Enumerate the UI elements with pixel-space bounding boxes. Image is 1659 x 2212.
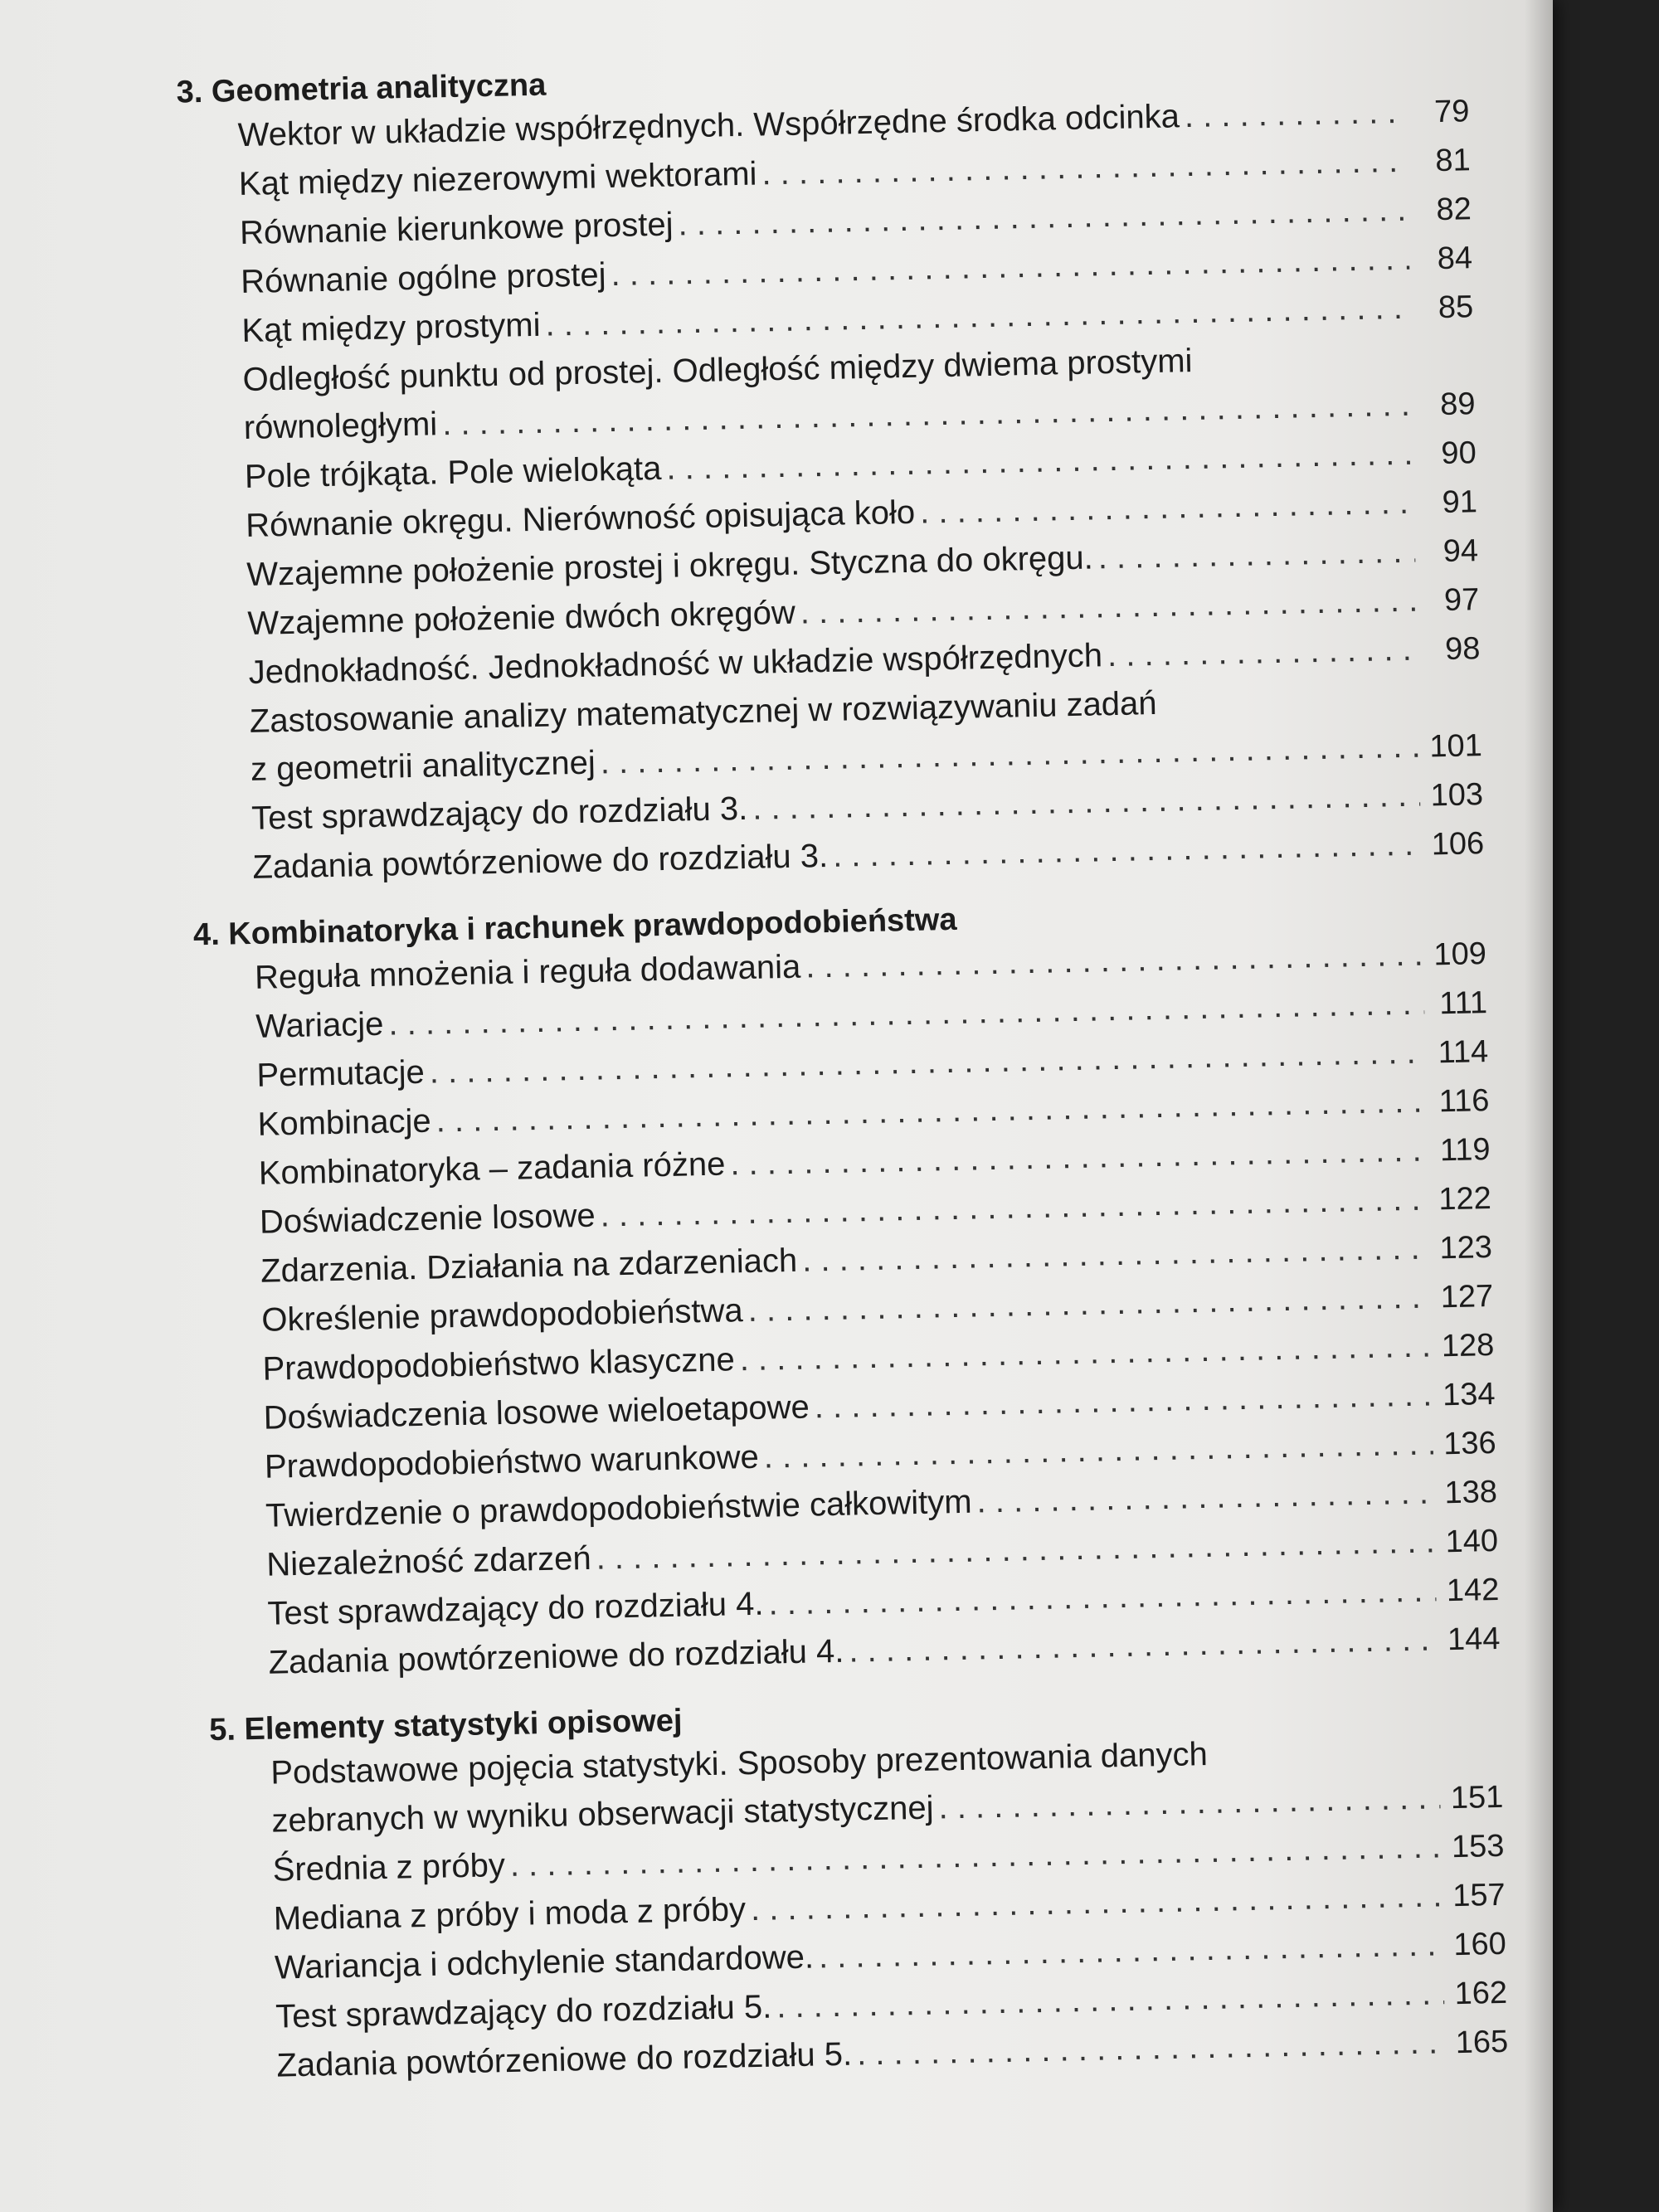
section-heading: 4. Kombinatoryka i rachunek prawdopodobieństwa (192, 902, 957, 953)
entry-title: Test sprawdzający do rozdziału 4. (267, 1585, 764, 1632)
page-number: 91 (1442, 484, 1478, 521)
entry-title: Niezależność zdarzeń (265, 1539, 592, 1583)
entry-title: Wzajemne położenie prostej i okręgu. Styczna do okręgu. (246, 539, 1094, 593)
dot-leader (920, 479, 1415, 537)
page-number: 116 (1438, 1083, 1490, 1120)
entry-title: Prawdopodobieństwo klasyczne (262, 1341, 736, 1388)
dot-leader (1107, 625, 1418, 679)
page-number: 165 (1455, 2024, 1509, 2061)
entry-title: Permutacje (256, 1053, 426, 1094)
table-of-contents (158, 38, 1525, 2093)
page-number: 119 (1439, 1132, 1491, 1169)
page-number: 138 (1444, 1474, 1498, 1511)
page-number: 134 (1442, 1376, 1496, 1413)
page-number: 109 (1433, 936, 1487, 973)
page-number: 97 (1443, 582, 1480, 618)
page-number: 111 (1438, 985, 1488, 1022)
dot-leader (1097, 527, 1416, 582)
entry-title-line1: Podstawowe pojęcia statystyki. Sposoby prezentowania danych (270, 1736, 1209, 1791)
entry-title: Określenie prawdopodobieństwa (260, 1292, 744, 1339)
page-number: 162 (1454, 1975, 1508, 2012)
entry-title: Zdarzenia. Działania na zdarzeniach (260, 1242, 798, 1290)
entry-title: Zadania powtórzeniowe do rozdziału 4. (268, 1632, 844, 1681)
entry-title: Wariancja i odchylenie standardowe. (274, 1938, 815, 1986)
dot-leader (1184, 88, 1407, 140)
entry-title-line1: Zastosowanie analizy matematycznej w rozwiązywaniu zadań (249, 684, 1157, 740)
page-number: 101 (1428, 728, 1483, 765)
toc-section (175, 889, 1517, 1689)
entry-title: równoległymi (243, 406, 438, 447)
entry-title: Kombinacje (257, 1102, 432, 1143)
entry-title: Średnia z próby (272, 1847, 506, 1889)
entry-title: Równanie ogólne prostej (240, 256, 606, 301)
page-number: 98 (1444, 631, 1481, 667)
entry-title: Kombinatoryka – zadania różne (258, 1145, 726, 1192)
entry-title: Wariacje (255, 1005, 384, 1045)
entry-title: zebranych w wyniku obserwacji statystycznej (271, 1789, 934, 1840)
dot-leader (976, 1468, 1435, 1525)
section-heading: 5. Elementy statystyki opisowej (208, 1703, 683, 1748)
dot-leader (938, 1773, 1441, 1831)
page-number: 151 (1450, 1779, 1504, 1816)
page-number: 140 (1445, 1523, 1499, 1560)
entry-title: Reguła mnożenia i reguła dodawania (254, 948, 801, 996)
entry-title: Doświadczenie losowe (259, 1197, 596, 1241)
page-number: 103 (1430, 777, 1484, 814)
entry-title-line1: Odległość punktu od prostej. Odległość między dwiema prostymi (242, 343, 1193, 399)
page-number: 128 (1441, 1327, 1495, 1364)
entry-title: Równanie okręgu. Nierówność opisująca koło (245, 493, 916, 544)
entry-title: Mediana z próby i moda z próby (273, 1891, 747, 1937)
entry-title: Pole trójkąta. Pole wielokąta (244, 450, 662, 495)
page-number: 94 (1443, 533, 1479, 570)
page-number: 90 (1441, 435, 1477, 472)
page-edge-shadow (1525, 0, 1553, 2212)
entry-title: Zadania powtórzeniowe do rozdziału 3. (252, 837, 829, 886)
section-heading: 3. Geometria analityczna (176, 67, 547, 110)
page-number: 114 (1438, 1034, 1489, 1071)
entry-title: Kąt między prostymi (241, 306, 541, 350)
page-number: 142 (1446, 1572, 1500, 1609)
page-number: 160 (1452, 1926, 1507, 1963)
toc-section (191, 1684, 1525, 2092)
page-number: 82 (1436, 192, 1472, 228)
page-number: 81 (1434, 143, 1472, 179)
entry-title: Wektor w układzie współrzędnych. Współrzędne środka odcinka (237, 98, 1180, 154)
entry-title: Test sprawdzający do rozdziału 5. (275, 1988, 772, 2035)
page-number: 153 (1451, 1828, 1505, 1865)
page-number: 136 (1443, 1425, 1497, 1462)
entry-title: Kąt między niezerowymi wektorami (238, 155, 757, 203)
toc-section (158, 46, 1501, 894)
entry-title: z geometrii analitycznej (250, 744, 596, 788)
entry-title: Jednokładność. Jednokładność w układzie współrzędnych (248, 637, 1103, 691)
entry-title: Twierdzenie o prawdopodobieństwie całkowitym (265, 1483, 972, 1534)
entry-title: Równanie kierunkowe prostej (239, 206, 674, 252)
entry-title: Zadania powtórzeniowe do rozdziału 5. (276, 2035, 853, 2084)
page-number: 106 (1431, 826, 1485, 863)
page-number: 157 (1452, 1877, 1506, 1914)
entry-title: Doświadczenia losowe wieloetapowe (263, 1388, 810, 1437)
entry-title: Prawdopodobieństwo warunkowe (264, 1438, 760, 1485)
page-number: 144 (1447, 1621, 1501, 1658)
page-number: 122 (1438, 1181, 1492, 1218)
page-number: 123 (1439, 1230, 1493, 1266)
page-number: 79 (1433, 94, 1470, 130)
page-number: 89 (1439, 386, 1476, 423)
entry-title: Test sprawdzający do rozdziału 3. (251, 790, 748, 837)
page-number: 85 (1438, 289, 1474, 326)
page-number: 127 (1440, 1278, 1494, 1315)
page-number: 84 (1437, 241, 1473, 277)
entry-title: Wzajemne położenie dwóch okręgów (247, 594, 796, 642)
